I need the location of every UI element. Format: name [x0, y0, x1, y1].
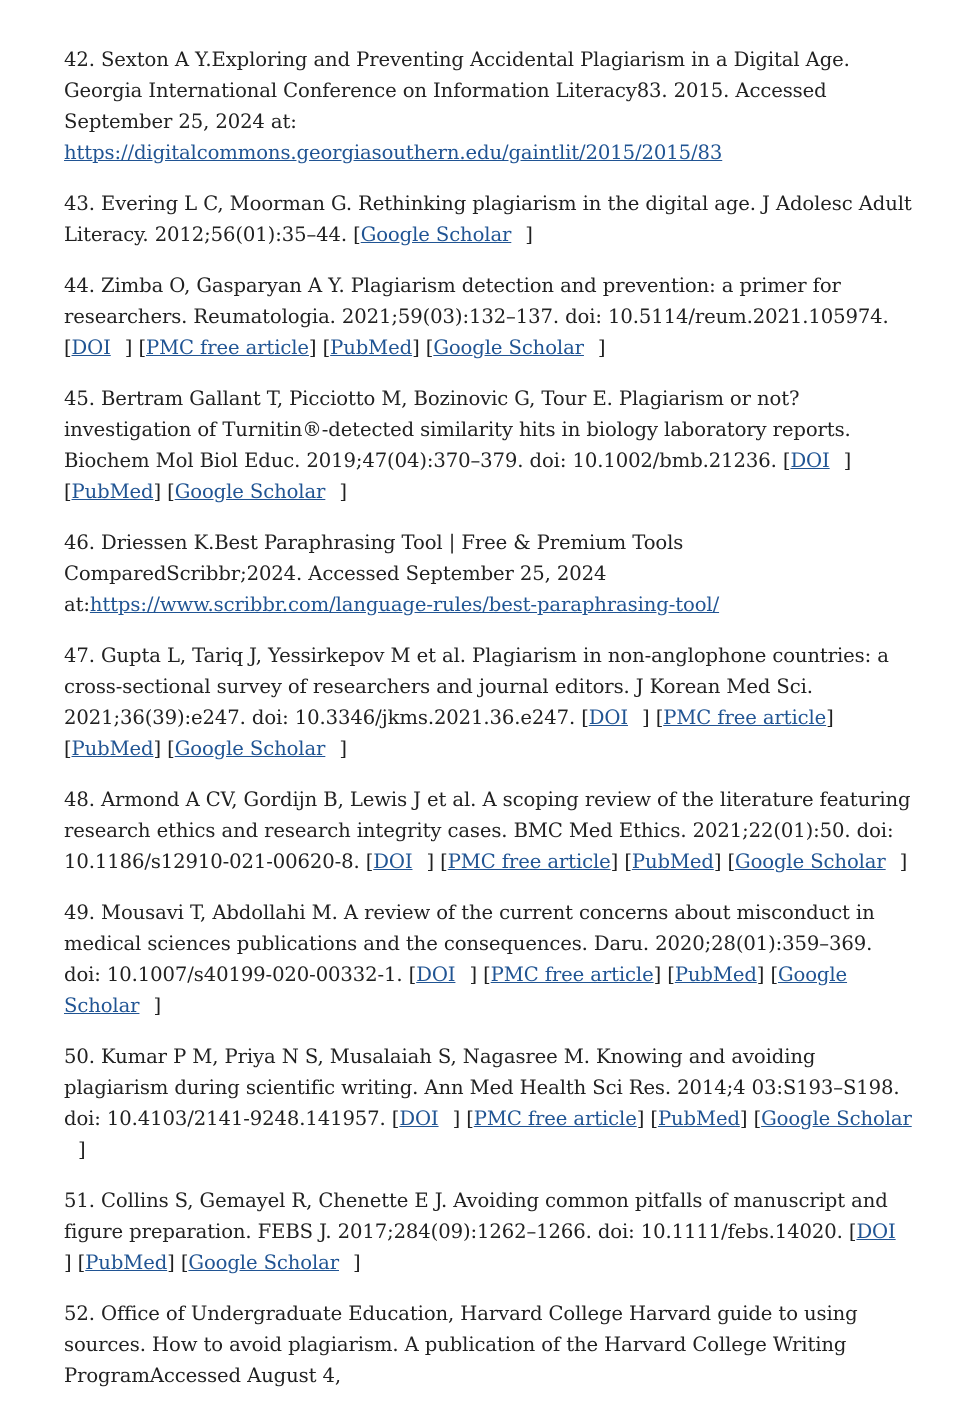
reference-text: 50. Kumar P M, Priya N S, Musalaiah S, Nagasree M. Knowing and avoiding plagiarism during scientific writing. Ann Med Health Sci Res. 2014;4 03:S193–S198. doi: 10.4103/2141-9248.141957. — [64, 1045, 900, 1130]
pubmed-link[interactable]: PubMed — [330, 336, 413, 359]
reference-52 — [64, 1298, 914, 1391]
reference-text: 42. Sexton A Y.Exploring and Preventing Accidental Plagiarism in a Digital Age. Georgia International Conference on Information Literacy83. 2015. Accessed September 25, 2024 at: — [64, 48, 850, 133]
pubmed-link[interactable]: PubMed — [657, 1107, 740, 1130]
google-scholar-link[interactable]: Google Scholar — [188, 1251, 339, 1274]
url-link[interactable]: https://www.scribbr.com/language-rules/best-paraphrasing-tool/ — [89, 593, 720, 616]
pubmed-link[interactable]: PubMed — [674, 963, 757, 986]
pmc-free-article-link[interactable]: PMC free article — [663, 706, 827, 729]
reference-text: 49. Mousavi T, Abdollahi M. A review of the current concerns about misconduct in medical sciences publications and the consequences. Daru. 2020;28(01):359–369. doi: 10.1007/s40199-020-00332-1. — [64, 901, 875, 986]
pmc-free-article-link[interactable]: PMC free article — [447, 850, 611, 873]
doi-link[interactable]: DOI — [790, 449, 830, 472]
doi-link[interactable]: DOI — [399, 1107, 439, 1130]
pubmed-link[interactable]: PubMed — [71, 480, 154, 503]
pmc-free-article-link[interactable]: PMC free article — [490, 963, 654, 986]
url-link[interactable]: https://digitalcommons.georgiasouthern.edu/gaintlit/2015/2015/83 — [64, 141, 723, 164]
reference-text: 43. Evering L C, Moorman G. Rethinking plagiarism in the digital age. J Adolesc Adult Literacy. 2012;56(01):35–44. — [64, 192, 912, 246]
reference-text: 47. Gupta L, Tariq J, Yessirkepov M et al. Plagiarism in non-anglophone countries: a cross-sectional survey of researchers and journal editors. J Korean Med Sci. 2021;36(39):e247. doi: 10.3346/jkms.2021.36.e247. — [64, 644, 889, 729]
google-scholar-link[interactable]: Google Scholar — [761, 1107, 912, 1130]
google-scholar-link[interactable]: Google Scholar — [735, 850, 886, 873]
reference-text: 48. Armond A CV, Gordijn B, Lewis J et al. A scoping review of the literature featuring research ethics and research integrity cases. BMC Med Ethics. 2021;22(01):50. doi: 10.1186/s12910-021-00620-8. — [64, 788, 911, 873]
reference-46 — [64, 527, 914, 620]
reference-text: 45. Bertram Gallant T, Picciotto M, Bozinovic G, Tour E. Plagiarism or not? investigation of Turnitin®-detected similarity hits in biology laboratory reports. Biochem Mol Biol Educ. 2019;47(04):370–379. doi: 10.1002/bmb.21236. — [64, 387, 851, 472]
reference-50: 50. Kumar P M, Priya N S, Musalaiah S, Nagasree M. Knowing and avoiding plagiarism during scientific writing. Ann Med Health Sci Res. 2014;4 03:S193–S198. doi: 10.4103/2141-9248.141957. [DOI ] [PMC free article] [PubMed] [Google Scholar] — [64, 1045, 912, 1161]
google-scholar-link[interactable]: Google Scholar — [174, 480, 326, 503]
pubmed-link[interactable]: PubMed — [631, 850, 714, 873]
reference-43: 43. Evering L C, Moorman G. Rethinking plagiarism in the digital age. J Adolesc Adult Literacy. 2012;56(01):35–44. [Google Scholar ] — [64, 192, 912, 246]
reference-text: 44. Zimba O, Gasparyan A Y. Plagiarism detection and prevention: a primer for researchers. Reumatologia. 2021;59(03):132–137. doi: 10.5114/reum.2021.105974. — [64, 274, 889, 328]
reference-42 — [64, 44, 914, 168]
reference-text: 52. Office of Undergraduate Education, Harvard College Harvard guide to using sources. How to avoid plagiarism. A publication of the Harvard College Writing ProgramAccessed August 4, — [64, 1302, 858, 1387]
reference-47: 47. Gupta L, Tariq J, Yessirkepov M et al. Plagiarism in non-anglophone countries: a cross-sectional survey of researchers and journal editors. J Korean Med Sci. 2021;36(39):e247. doi: 10.3346/jkms.2021.36.e247. [DOI ] [PMC free article] [PubMed] [Google Scholar ] — [64, 644, 889, 760]
google-scholar-link[interactable]: Google Scholar — [433, 336, 584, 359]
google-scholar-link[interactable]: Google Scholar — [64, 963, 848, 1017]
pmc-free-article-link[interactable]: PMC free article — [473, 1107, 637, 1130]
doi-link[interactable]: DOI — [588, 706, 629, 729]
reference-list — [64, 44, 914, 1411]
pmc-free-article-link[interactable]: PMC free article — [145, 336, 309, 359]
reference-44: 44. Zimba O, Gasparyan A Y. Plagiarism detection and prevention: a primer for researchers. Reumatologia. 2021;59(03):132–137. doi: 10.5114/reum.2021.105974. [DOI ] [PMC free article] [PubMed] [Google Scholar ] — [64, 274, 889, 359]
reference-51: 51. Collins S, Gemayel R, Chenette E J. Avoiding common pitfalls of manuscript and figure preparation. FEBS J. 2017;284(09):1262–1266. doi: 10.1111/febs.14020. [DOI] [PubMed] [Google Scholar ] — [64, 1185, 914, 1278]
pubmed-link[interactable]: PubMed — [71, 737, 154, 760]
reference-49: 49. Mousavi T, Abdollahi M. A review of the current concerns about misconduct in medical sciences publications and the consequences. Daru. 2020;28(01):359–369. doi: 10.1007/s40199-020-00332-1. [DOI ] [PMC free article] [PubMed] [Google Scholar ] — [64, 901, 875, 1017]
doi-link[interactable]: DOI — [856, 1220, 896, 1243]
google-scholar-link[interactable]: Google Scholar — [360, 223, 512, 246]
reference-text: 51. Collins S, Gemayel R, Chenette E J. Avoiding common pitfalls of manuscript and figure preparation. FEBS J. 2017;284(09):1262–1266. doi: 10.1111/febs.14020. — [64, 1189, 888, 1243]
google-scholar-link[interactable]: Google Scholar — [174, 737, 326, 760]
reference-45: 45. Bertram Gallant T, Picciotto M, Bozinovic G, Tour E. Plagiarism or not? investigation of Turnitin®-detected similarity hits in biology laboratory reports. Biochem Mol Biol Educ. 2019;47(04):370–379. doi: 10.1002/bmb.21236. [DOI ] [PubMed] [Google Scholar ] — [64, 387, 852, 503]
doi-link[interactable]: DOI — [416, 963, 456, 986]
doi-link[interactable]: DOI — [71, 336, 111, 359]
doi-link[interactable]: DOI — [373, 850, 413, 873]
pubmed-link[interactable]: PubMed — [85, 1251, 168, 1274]
reference-text: 46. Driessen K.Best Paraphrasing Tool | Free & Premium Tools ComparedScribbr;2024. Accessed September 25, 2024 at: — [64, 531, 684, 616]
reference-48: 48. Armond A CV, Gordijn B, Lewis J et al. A scoping review of the literature featuring research ethics and research integrity cases. BMC Med Ethics. 2021;22(01):50. doi: 10.1186/s12910-021-00620-8. [DOI ] [PMC free article] [PubMed] [Google Scholar ] — [64, 788, 911, 873]
